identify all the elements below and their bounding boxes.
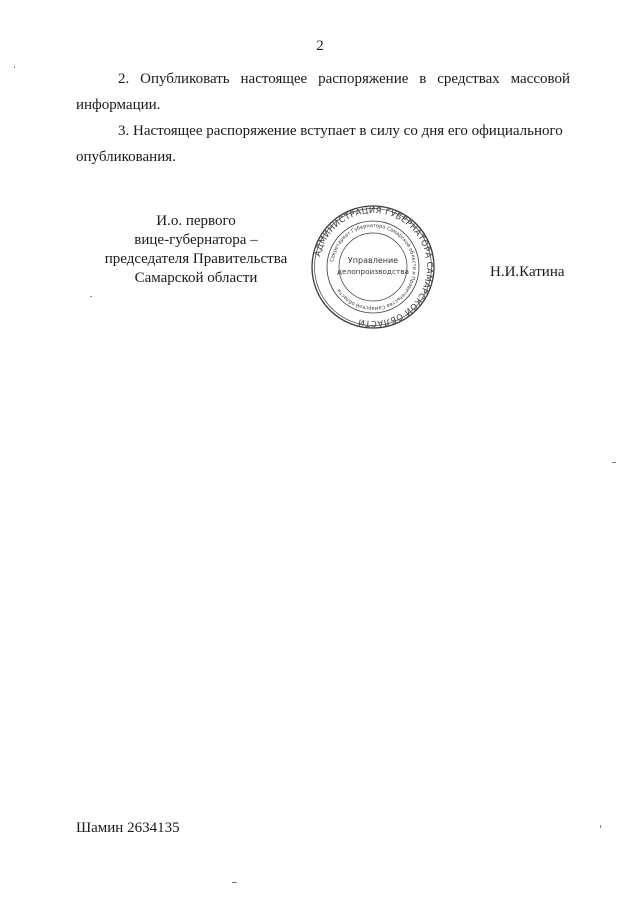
stamp-inner-text: Секретариат Губернатора Самарской области и Правительства Самарской области — [329, 222, 418, 312]
paragraph-text: 2. Опубликовать настоящее распоряжение в средствах массовой информации. — [76, 71, 570, 113]
scan-speck — [90, 296, 92, 297]
signatory-position — [76, 212, 316, 288]
page-number: 2 — [316, 38, 324, 54]
position-line: председателя Правительства — [104, 251, 288, 267]
stamp-center-line: делопроизводства — [337, 267, 409, 276]
executor-contact: Шамин 2634135 — [76, 820, 180, 836]
position-line: вице-губернатора – — [134, 232, 258, 248]
official-stamp — [310, 204, 436, 330]
position-line: Самарской области — [134, 270, 258, 286]
scan-speck — [612, 462, 616, 463]
signatory-name: Н.И.Катина — [490, 264, 565, 280]
scan-speck — [232, 882, 237, 883]
stamp-center-line: Управление — [347, 256, 399, 265]
scan-speck — [14, 66, 15, 68]
stamp-outer-text: АДМИНИСТРАЦИЯ ГУБЕРНАТОРА САМАРСКОЙ ОБЛАСТИ — [312, 204, 436, 330]
position-line: И.о. первого — [156, 213, 236, 229]
paragraph-text: 3. Настоящее распоряжение вступает в силу со дня его официального опубликования. — [76, 123, 563, 165]
paragraph-effective — [76, 118, 570, 170]
scan-speck — [600, 825, 601, 828]
paragraph-publish — [76, 66, 570, 118]
